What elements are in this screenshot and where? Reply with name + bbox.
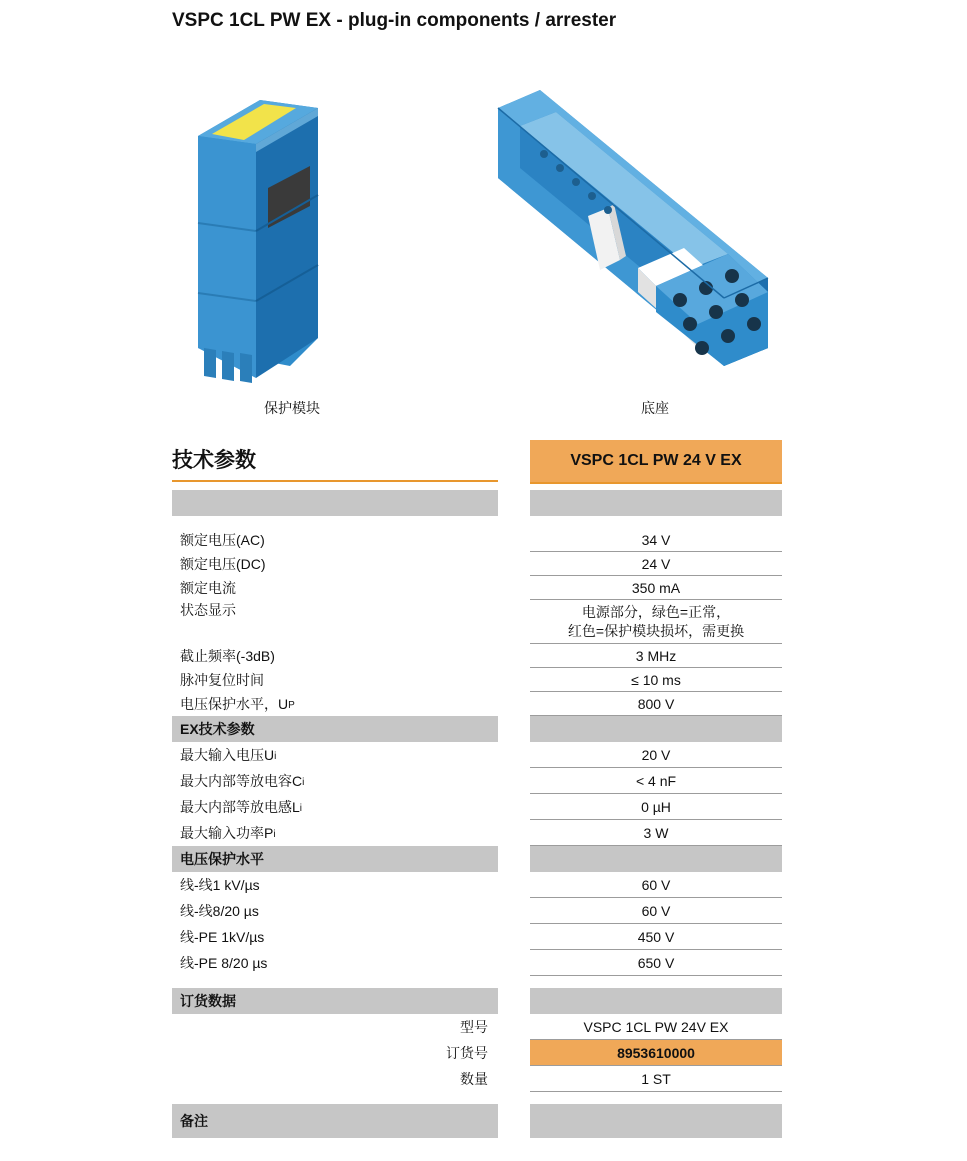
- table-row: [172, 820, 782, 846]
- spacer-right: [530, 516, 782, 528]
- row-label: [172, 794, 498, 820]
- table-row: [172, 742, 782, 768]
- row-value: 650 V: [530, 950, 782, 976]
- order-value: 1 ST: [530, 1066, 782, 1092]
- row-label: [172, 692, 498, 716]
- row-label: [172, 768, 498, 794]
- table-row: [172, 950, 782, 976]
- order-row: [172, 1014, 782, 1040]
- order-row: [172, 1066, 782, 1092]
- row-value: 350 mA: [530, 576, 782, 600]
- table-row: [172, 528, 782, 552]
- spacer: [172, 976, 782, 988]
- table-row: [172, 644, 782, 668]
- heading-rule: [172, 480, 498, 482]
- order-number-value: 8953610000: [530, 1040, 782, 1066]
- order-label: 型号: [460, 1019, 488, 1035]
- order-value: VSPC 1CL PW 24V EX: [530, 1014, 782, 1040]
- spacer-left: [172, 1092, 498, 1104]
- status-line-2: 红色=保护模块损坏，需更换: [567, 622, 745, 639]
- row-label: 脉冲复位时间: [180, 672, 264, 688]
- status-line-1: 电源部分，绿色=正常，: [581, 603, 731, 620]
- base-socket-image: [498, 90, 768, 366]
- row-label: 截止频率(-3dB): [180, 648, 275, 664]
- section-header-ex: [172, 716, 782, 742]
- section-header-notes: [172, 1104, 782, 1138]
- row-label: 状态显示: [180, 602, 236, 618]
- row-value: 60 V: [530, 872, 782, 898]
- row-label: 额定电压(AC): [180, 532, 265, 548]
- row-label-subscript: i: [302, 777, 305, 788]
- row-label: 额定电流: [180, 580, 236, 596]
- section-label: 电压保护水平: [172, 846, 498, 872]
- section-right: [530, 988, 782, 1014]
- caption-base: 底座: [641, 400, 669, 416]
- row-value: 34 V: [530, 528, 782, 552]
- row-label-subscript: i: [299, 803, 303, 814]
- spacer: [172, 516, 782, 528]
- section-right: [530, 1104, 782, 1138]
- row-label-subscript: P: [288, 700, 295, 711]
- section-label: 订货数据: [172, 988, 498, 1014]
- spacer-right: [530, 1092, 782, 1104]
- row-value: 800 V: [530, 692, 782, 716]
- row-label-text: 最大内部等放电感L: [180, 799, 300, 815]
- section-right: [530, 716, 782, 742]
- row-value: 20 V: [530, 742, 782, 768]
- row-value: 24 V: [530, 552, 782, 576]
- spacer-right: [530, 976, 782, 988]
- order-row: [172, 1040, 782, 1066]
- row-label: 线-线8/20 µs: [180, 903, 259, 919]
- table-row: [172, 898, 782, 924]
- spec-table: [172, 490, 782, 1138]
- row-value: [530, 600, 782, 644]
- row-label-subscript: i: [273, 829, 276, 840]
- page-title: VSPC 1CL PW EX - plug-in components / arrester: [172, 10, 617, 31]
- table-row: [172, 692, 782, 716]
- section-header-order-data: [172, 988, 782, 1014]
- row-label: 线-线1 kV/µs: [180, 877, 260, 893]
- row-label: 线-PE 8/20 µs: [180, 955, 268, 971]
- table-row: [172, 600, 782, 644]
- row-value: 0 µH: [530, 794, 782, 820]
- row-value: < 4 nF: [530, 768, 782, 794]
- spacer-left: [172, 976, 498, 988]
- table-row: [172, 552, 782, 576]
- table-row: [172, 576, 782, 600]
- row-value: 3 W: [530, 820, 782, 846]
- band-right: [530, 490, 782, 516]
- row-label-text: 最大输入功率P: [180, 825, 274, 841]
- caption-protection-module: 保护模块: [264, 400, 320, 416]
- spacer-left: [172, 516, 498, 528]
- row-label: [172, 742, 498, 768]
- row-label-text: 电压保护水平，U: [180, 696, 289, 712]
- section-label: 备注: [172, 1104, 498, 1138]
- table-row: [172, 668, 782, 692]
- table-row: [172, 768, 782, 794]
- row-value: ≤ 10 ms: [530, 668, 782, 692]
- row-label-text: 最大内部等放电容C: [180, 773, 303, 789]
- section-header-voltage-protection: [172, 846, 782, 872]
- row-value: 450 V: [530, 924, 782, 950]
- table-row: [172, 924, 782, 950]
- row-label: [172, 820, 498, 846]
- row-value: 3 MHz: [530, 644, 782, 668]
- order-label: 数量: [460, 1071, 488, 1087]
- spec-heading: 技术参数: [172, 449, 256, 472]
- section-label: EX技术参数: [172, 716, 498, 742]
- row-label: 额定电压(DC): [180, 556, 266, 572]
- table-row: [172, 872, 782, 898]
- section-right: [530, 846, 782, 872]
- row-value: 60 V: [530, 898, 782, 924]
- column-header: VSPC 1CL PW 24 V EX: [530, 440, 782, 484]
- table-band-top: [172, 490, 782, 516]
- product-images: [168, 48, 788, 388]
- product-illustrations: [168, 48, 788, 388]
- protection-module-image: [198, 100, 318, 383]
- row-label-text: 最大输入电压U: [180, 747, 275, 763]
- spacer: [172, 1092, 782, 1104]
- band-left: [172, 490, 498, 516]
- table-row: [172, 794, 782, 820]
- row-label: 线-PE 1kV/µs: [180, 929, 265, 945]
- order-label: 订货号: [446, 1045, 488, 1061]
- row-label-subscript: i: [274, 751, 277, 762]
